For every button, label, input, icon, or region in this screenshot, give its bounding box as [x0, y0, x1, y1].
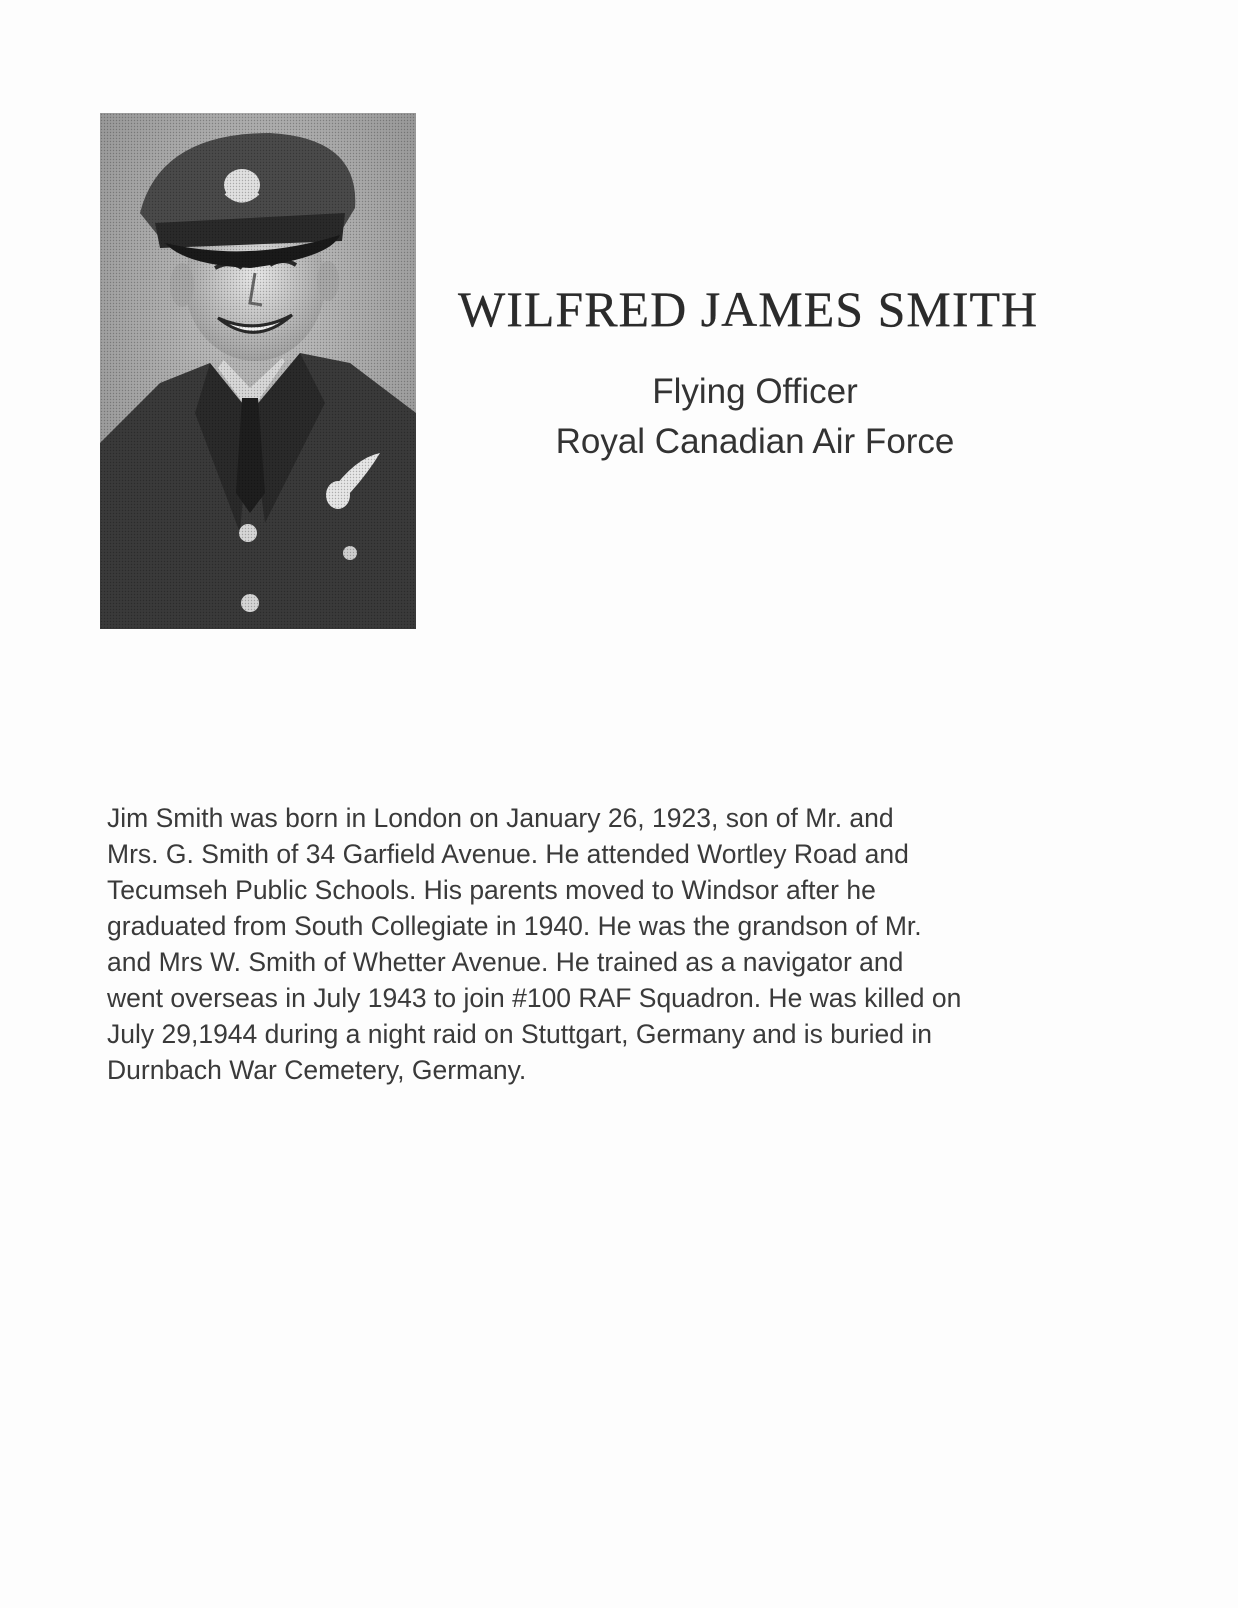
biography-line: and Mrs W. Smith of Whetter Avenue. He trained as a navigator and [107, 947, 904, 977]
biography-line: Durnbach War Cemetery, Germany. [107, 1055, 527, 1085]
biography [107, 800, 1107, 1088]
biography-line: Jim Smith was born in London on January 26, 1923, son of Mr. and [107, 803, 894, 833]
biography-line: graduated from South Collegiate in 1940. He was the grandson of Mr. [107, 911, 922, 941]
biography-line: Tecumseh Public Schools. His parents moved to Windsor after he [107, 875, 876, 905]
rank-title: Flying Officer [652, 372, 858, 411]
person-name: WILFRED JAMES SMITH [458, 281, 1039, 337]
service-branch: Royal Canadian Air Force [555, 422, 955, 461]
biography-line: went overseas in July 1943 to join #100 RAF Squadron. He was killed on [107, 983, 962, 1013]
biography-line: Mrs. G. Smith of 34 Garfield Avenue. He attended Wortley Road and [107, 839, 909, 869]
portrait-icon [100, 113, 416, 629]
portrait-photo [100, 113, 416, 629]
biography-line: July 29,1944 during a night raid on Stuttgart, Germany and is buried in [107, 1019, 932, 1049]
